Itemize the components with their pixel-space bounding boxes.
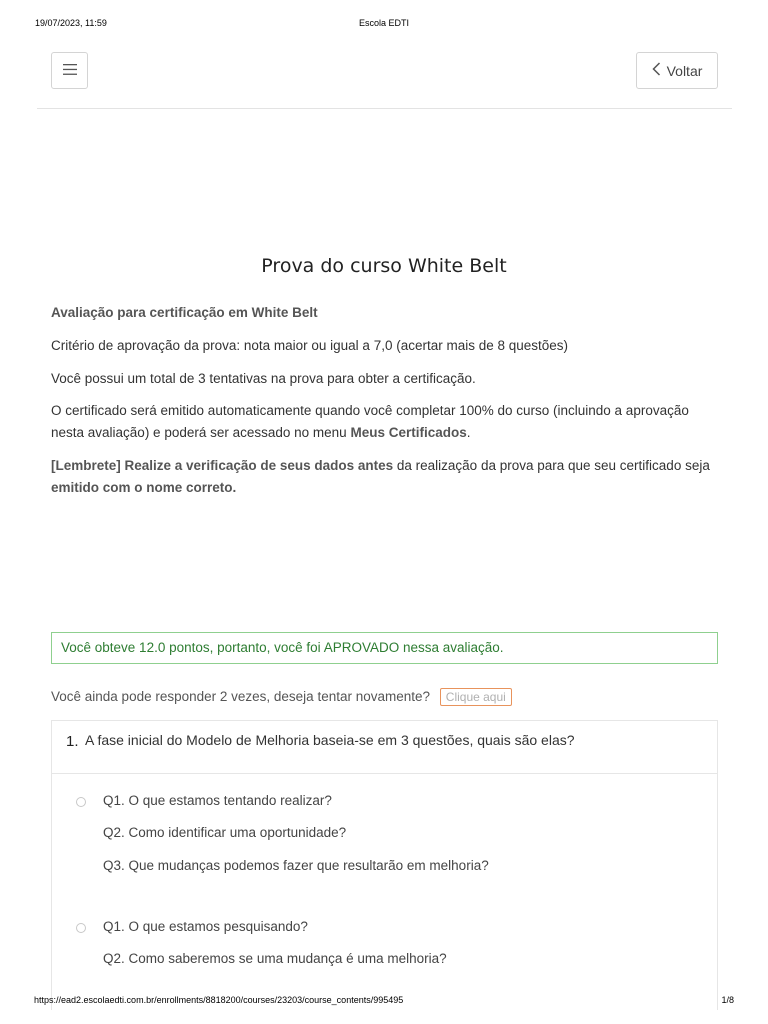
print-page-number: 1/8	[721, 995, 734, 1005]
exam-attempts: Você possui um total de 3 tentativas na prova para obter a certificação.	[51, 371, 476, 386]
print-footer	[0, 995, 768, 1009]
reminder-text: [Lembrete] Realize a verificação de seus dados antes da realização da prova para que seu certificado seja emitido com o nome correto.	[51, 458, 710, 495]
print-site-title: Escola EDTI	[358, 18, 409, 28]
question-text: A fase inicial do Modelo de Melhoria baseia-se em 3 questões, quais são elas?	[85, 732, 575, 748]
topbar	[37, 52, 732, 109]
hamburger-menu-icon	[63, 62, 77, 80]
option-line: Q1. O que estamos pesquisando?	[103, 919, 308, 934]
back-button[interactable]	[636, 52, 718, 89]
retry-text: Você ainda pode responder 2 vezes, deseja tentar novamente?	[51, 689, 431, 704]
menu-button[interactable]	[51, 52, 88, 89]
option-line: Q2. Como identificar uma oportunidade?	[103, 825, 347, 840]
print-datetime: 19/07/2023, 11:59	[35, 18, 107, 28]
print-header	[0, 18, 768, 32]
question-header	[52, 721, 717, 774]
retry-line	[51, 688, 512, 706]
option-line: Q3. Que mudanças podemos fazer que resultarão em melhoria?	[103, 858, 489, 873]
radio-button[interactable]	[76, 797, 86, 807]
back-button-label: Voltar	[666, 62, 703, 79]
exam-criteria: Critério de aprovação da prova: nota maior ou igual a 7,0 (acertar mais de 8 questões)	[51, 338, 569, 353]
certificates-menu-name: Meus Certificados	[350, 425, 467, 440]
result-alert: Você obteve 12.0 pontos, portanto, você foi APROVADO nessa avaliação.	[51, 632, 718, 664]
radio-button[interactable]	[76, 923, 86, 933]
certificate-info: O certificado será emitido automaticamente quando você completar 100% do curso (incluindo a aprovação nesta avaliação) e poderá ser acessado no menu Meus Certificados.	[51, 403, 689, 440]
option-line: Q1. O que estamos tentando realizar?	[103, 793, 332, 808]
retry-button[interactable]: Clique aqui	[440, 688, 512, 706]
chevron-left-icon	[652, 62, 661, 79]
question-number: 1.	[66, 733, 79, 750]
print-url: https://ead2.escolaedti.com.br/enrollments/8818200/courses/23203/course_contents/995495	[34, 995, 404, 1005]
question-card	[51, 720, 718, 1010]
option-line: Q2. Como saberemos se uma mudança é uma melhoria?	[103, 951, 447, 966]
page-title: Prova do curso White Belt	[261, 255, 507, 277]
exam-subtitle: Avaliação para certificação em White Belt	[51, 305, 318, 320]
